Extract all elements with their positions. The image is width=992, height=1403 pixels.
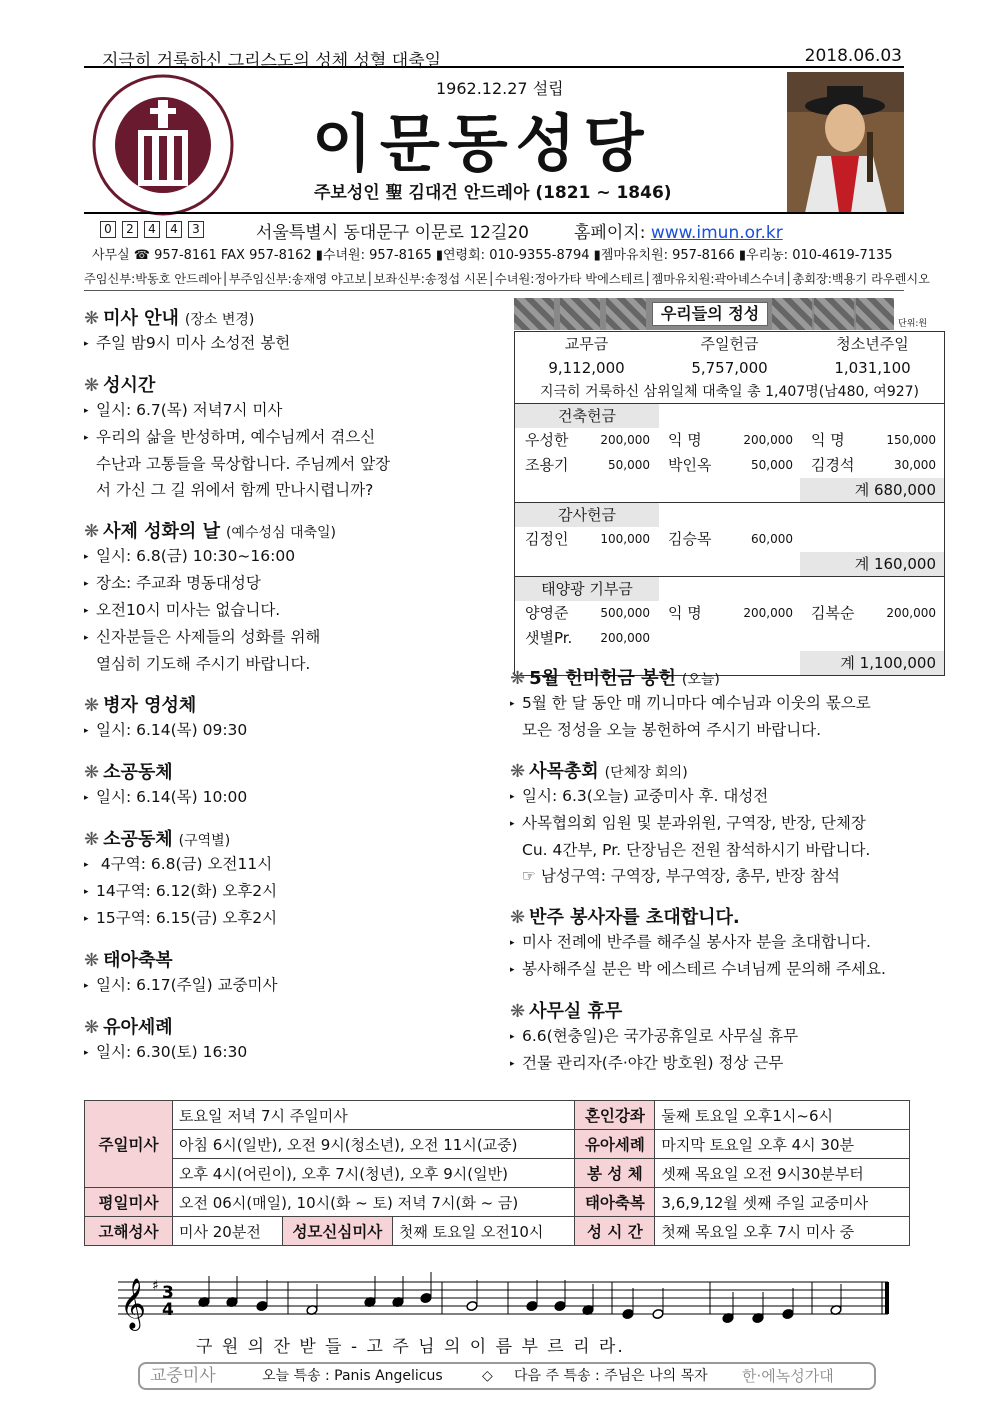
list-item: ▸ 신자분들은 사제들의 성화를 위해 (84, 624, 504, 651)
time-signature-top: 3 (162, 1283, 174, 1303)
right-section (510, 997, 940, 1077)
bullet-icon: ▸ (84, 914, 89, 924)
fund-total: 계 1,100,000 (800, 651, 944, 675)
donor-cell: 조용기 50,000 (525, 456, 650, 474)
section-title: ❋ 사목총회 (단체장 회의) (510, 761, 688, 782)
list-item: ▸ 일시: 6.17(주일) 교중미사 (84, 972, 504, 999)
next-special-song: 다음 주 특송 : 주님은 나의 목자 (514, 1368, 708, 1384)
offering-table (514, 331, 945, 676)
confession-value: 미사 20분전 (173, 1217, 283, 1246)
donor-cell: 김승목 60,000 (668, 530, 793, 548)
note-head (782, 1309, 794, 1320)
asterisk-icon: ❋ (84, 950, 100, 971)
note-head (466, 1301, 478, 1312)
asterisk-icon: ❋ (84, 762, 100, 783)
fund-row (515, 601, 944, 626)
list-item: ▸ 5월 한 달 동안 매 끼니마다 예수님과 이웃의 몫으로 (510, 690, 940, 717)
left-section (84, 946, 504, 999)
fund-row (515, 527, 944, 552)
list-item: ▸ 사목협의회 임원 및 분과위원, 구역장, 반장, 단체장 (510, 810, 940, 837)
fund-block (515, 577, 944, 675)
asterisk-icon: ❋ (84, 521, 100, 542)
marian-mass-value: 첫째 토요일 오전10시 (392, 1217, 575, 1246)
bullet-icon: ▸ (510, 699, 515, 709)
list-item: ▸ 일시: 6.14(목) 10:00 (84, 784, 504, 811)
fund-total: 계 160,000 (800, 552, 944, 576)
donor-cell: 김경석 30,000 (811, 456, 936, 474)
list-item: ▸ 일시: 6.7(목) 저녁7시 미사 (84, 397, 504, 424)
right-section (510, 757, 940, 889)
list-item: ▸ 일시: 6.3(오늘) 교중미사 후. 대성전 (510, 783, 940, 810)
patron-saint: 주보성인 聖 김대건 안드레아 (1821 ~ 1846) (314, 183, 672, 203)
staff-list: 주임신부:박동호 안드레아│부주임신부:송재영 야고보│보좌신부:송정섭 시몬│수녀원:정아가타 박에스테르│젬마유치원:곽아녜스수녀│총회장:백용기 라우렌시오 (84, 270, 904, 291)
contact-numbers: 사무실 ☎ 957-8161 FAX 957-8162 ▮수녀원: 957-8165 ▮연령회: 010-9355-8794 ▮젬마유치원: 957-8166 ▮우리농: 010-4619-7135 (92, 248, 893, 263)
bullet-icon: ▸ (84, 579, 89, 589)
donor-cell: 박인옥 50,000 (668, 456, 793, 474)
today-special-song: 오늘 특송 : Panis Angelicus (262, 1368, 443, 1384)
bullet-icon: ▸ (84, 1048, 89, 1058)
hymn-lyrics: 구 원 의 잔 받 들 - 고 주 님 의 이 름 부 르 리 라. (196, 1337, 625, 1357)
left-section (84, 304, 504, 357)
section-title: ❋ 소공동체 (구역별) (84, 829, 231, 850)
section-title: ❋ 성시간 (84, 375, 156, 396)
donor-cell (801, 527, 944, 552)
fund-block (515, 503, 944, 577)
sharp-icon: ♯ (152, 1278, 159, 1294)
bullet-icon: ▸ (84, 406, 89, 416)
note-item: ☞ 남성구역: 구역장, 부구역장, 총무, 반장 참석 (522, 867, 841, 885)
list-item: Cu. 4간부, Pr. 단장님은 전원 참석하시기 바랍니다. (522, 841, 871, 859)
list-item: 열심히 기도해 주시기 바랍니다. (96, 655, 311, 673)
note-head (554, 1301, 566, 1312)
donor-cell: 익 명 150,000 (811, 431, 936, 449)
bulletin-date: 2018.06.03 (804, 46, 902, 66)
donor-cell (801, 626, 944, 651)
bullet-icon: ▸ (84, 552, 89, 562)
list-item: ▸ 15구역: 6.15(금) 오후2시 (84, 905, 504, 932)
choir-name: 한·에녹성가대 (742, 1367, 834, 1385)
list-item: 수난과 고통들을 묵상합니다. 주님께서 앞장 (96, 455, 391, 473)
donor-cell: 익 명 200,000 (668, 431, 793, 449)
church-name: 이문동성당 (312, 107, 652, 180)
holy-hour-value: 첫째 목요일 오후 7시 미사 중 (655, 1217, 910, 1246)
list-item: ▸ 오전10시 미사는 없습니다. (84, 597, 504, 624)
bullet-icon: ▸ (510, 1059, 515, 1069)
left-section (84, 371, 504, 503)
section-title: ❋ 병자 영성체 (84, 695, 197, 716)
bullet-icon: ▸ (84, 633, 89, 643)
treble-clef-icon: 𝄞 (120, 1278, 147, 1329)
offering-unit: 단위:원 (898, 319, 928, 329)
donor-cell: 양영준 500,000 (525, 604, 650, 622)
donor-cell: 김정인 100,000 (525, 530, 650, 548)
section-title: ❋ 사제 성화의 날 (예수성심 대축일) (84, 521, 337, 542)
final-bar (885, 1282, 889, 1314)
list-item: ▸ 미사 전례에 반주를 해주실 봉사자 분을 초대합니다. (510, 929, 940, 956)
bullet-icon: ▸ (84, 887, 89, 897)
note-head (526, 1301, 538, 1312)
offering-values: 9,112,000 5,757,000 1,031,100 (548, 359, 911, 377)
section-title: ❋ 미사 안내 (장소 변경) (84, 308, 255, 329)
section-title: ❋ 소공동체 (84, 762, 173, 783)
bullet-icon: ▸ (84, 793, 89, 803)
left-section (84, 825, 504, 932)
fund-title: 건축헌금 (515, 404, 659, 428)
list-item: ▸ 일시: 6.8(금) 10:30~16:00 (84, 543, 504, 570)
right-column (510, 664, 940, 1091)
note-head (420, 1293, 432, 1304)
fund-total-row (515, 552, 944, 576)
sunday-mass-2: 아침 6시(일반), 오전 9시(청소년), 오전 11시(교중) (173, 1130, 575, 1159)
weekday-mass-value: 오전 06시(매일), 10시(화 ~ 토) 저녁 7시(화 ~ 금) (173, 1188, 575, 1217)
bullet-icon: ▸ (84, 860, 89, 870)
weekday-mass-label: 평일미사 (85, 1188, 173, 1217)
bullet-icon: ▸ (84, 981, 89, 991)
asterisk-icon: ❋ (84, 829, 100, 850)
list-item: ▸ 주일 밤9시 미사 소성전 봉헌 (84, 330, 504, 357)
donor-cell: 우성한 200,000 (525, 431, 650, 449)
left-section (84, 1013, 504, 1066)
communion-visit-value: 셋째 목요일 오전 9시30분부터 (655, 1159, 910, 1188)
fund-row (515, 626, 944, 651)
infant-baptism-value: 마지막 토요일 오후 4시 30분 (655, 1130, 910, 1159)
donor-cell: 샛별Pr. 200,000 (525, 629, 650, 647)
footer-bar (138, 1362, 876, 1390)
zip-code: 0 2 4 4 3 (100, 218, 210, 238)
list-item: 서 가신 그 길 위에서 함께 만나시렵니까? (96, 481, 374, 499)
marriage-label: 혼인강좌 (575, 1101, 655, 1130)
section-title: ❋ 반주 봉사자를 초대합니다. (510, 907, 740, 928)
right-section (510, 903, 940, 983)
parish-logo (92, 74, 234, 216)
fund-row (515, 453, 944, 478)
asterisk-icon: ❋ (510, 761, 526, 782)
established-date: 1962.12.27 설립 (436, 79, 564, 98)
sunday-mass-1: 토요일 저녁 7시 주일미사 (173, 1101, 575, 1130)
bullet-icon: ▸ (84, 433, 89, 443)
diamond-icon: ◇ (482, 1368, 493, 1384)
bullet-icon: ▸ (510, 965, 515, 975)
fund-total-row (515, 478, 944, 502)
offering-title: 우리들의 정성 (652, 302, 768, 326)
list-item: 모은 정성을 오늘 봉헌하여 주시기 바랍니다. (522, 721, 822, 739)
section-title: ❋ 5월 헌미헌금 봉헌 (오늘) (510, 668, 720, 689)
list-item: ▸ 14구역: 6.12(화) 오후2시 (84, 878, 504, 905)
bullet-icon: ▸ (84, 606, 89, 616)
list-item: ▸ 우리의 삶을 반성하며, 예수님께서 겪으신 (84, 424, 504, 451)
fetal-blessing-label: 태아축복 (575, 1188, 655, 1217)
communion-visit-label: 봉 성 체 (575, 1159, 655, 1188)
asterisk-icon: ❋ (510, 907, 526, 928)
fund-title: 감사헌금 (515, 503, 659, 527)
sunday-mass-3: 오후 4시(어린이), 오후 7시(청년), 오후 9시(일반) (173, 1159, 575, 1188)
note-head (622, 1309, 634, 1320)
list-item: ▸ 일시: 6.30(토) 16:30 (84, 1039, 504, 1066)
fund-total: 계 680,000 (800, 478, 944, 502)
fund-row (515, 428, 944, 453)
note-head (652, 1309, 664, 1320)
attendance-summary: 지극히 거룩하신 삼위일체 대축일 총 1,407명(남480, 여927) (515, 380, 944, 404)
marian-mass-label: 성모신심미사 (282, 1217, 392, 1246)
infant-baptism-label: 유아세례 (575, 1130, 655, 1159)
feast-title: 지극히 거룩하신 그리스도의 성체 성혈 대축일 (102, 51, 442, 71)
donor-cell: 김복순 200,000 (811, 604, 936, 622)
list-item: ▸ 6.6(현충일)은 국가공휴일로 사무실 휴무 (510, 1023, 940, 1050)
address-bar (84, 212, 904, 243)
asterisk-icon: ❋ (84, 308, 100, 329)
asterisk-icon: ❋ (84, 375, 100, 396)
left-section (84, 517, 504, 677)
bullet-icon: ▸ (510, 792, 515, 802)
asterisk-icon: ❋ (510, 668, 526, 689)
asterisk-icon: ❋ (510, 1001, 526, 1022)
fund-list (515, 404, 944, 675)
section-title: ❋ 유아세례 (84, 1017, 173, 1038)
donor-cell (658, 626, 801, 651)
list-item: ▸ 장소: 주교좌 명동대성당 (84, 570, 504, 597)
asterisk-icon: ❋ (84, 695, 100, 716)
main-mass-label: 교중미사 (150, 1366, 216, 1386)
offering-banner (514, 298, 894, 330)
homepage-link[interactable]: www.imun.or.kr (650, 223, 783, 243)
section-title: ❋ 태아축복 (84, 950, 173, 971)
mass-schedule-table (84, 1100, 910, 1246)
time-signature-bottom: 4 (162, 1300, 174, 1320)
fetal-blessing-value: 3,6,9,12월 셋째 주일 교중미사 (655, 1188, 910, 1217)
bullet-icon: ▸ (510, 938, 515, 948)
list-item: ▸ 봉사해주실 분은 박 에스테르 수녀님께 문의해 주세요. (510, 956, 940, 983)
offering-headers: 교무금 주일헌금 청소년주일 (564, 335, 909, 353)
section-title: ❋ 사무실 휴무 (510, 1001, 623, 1022)
confession-label: 고해성사 (85, 1217, 173, 1246)
left-section (84, 758, 504, 811)
left-column (84, 304, 504, 1080)
saint-portrait (787, 72, 904, 213)
bullet-icon: ▸ (510, 819, 515, 829)
homepage: 홈페이지: www.imun.or.kr (574, 223, 783, 243)
list-item: ▸ 4구역: 6.8(금) 오전11시 (84, 851, 504, 878)
holy-hour-label: 성 시 간 (575, 1217, 655, 1246)
list-item: ▸ 일시: 6.14(목) 09:30 (84, 717, 504, 744)
bullet-icon: ▸ (84, 339, 89, 349)
donor-cell: 익 명 200,000 (668, 604, 793, 622)
list-item: ▸ 건물 관리자(주·야간 방호원) 정상 근무 (510, 1050, 940, 1077)
sunday-mass-label: 주일미사 (85, 1101, 173, 1188)
asterisk-icon: ❋ (84, 1017, 100, 1038)
fund-block (515, 404, 944, 503)
note-head (256, 1301, 268, 1312)
fund-title: 태양광 기부금 (515, 577, 659, 601)
bullet-icon: ▸ (84, 726, 89, 736)
header-top (84, 46, 904, 71)
bullet-icon: ▸ (510, 1032, 515, 1042)
right-section (510, 664, 940, 743)
left-section (84, 691, 504, 744)
address: 서울특별시 동대문구 이문로 12길20 (256, 223, 529, 243)
marriage-value: 둘째 토요일 오후1시~6시 (655, 1101, 910, 1130)
